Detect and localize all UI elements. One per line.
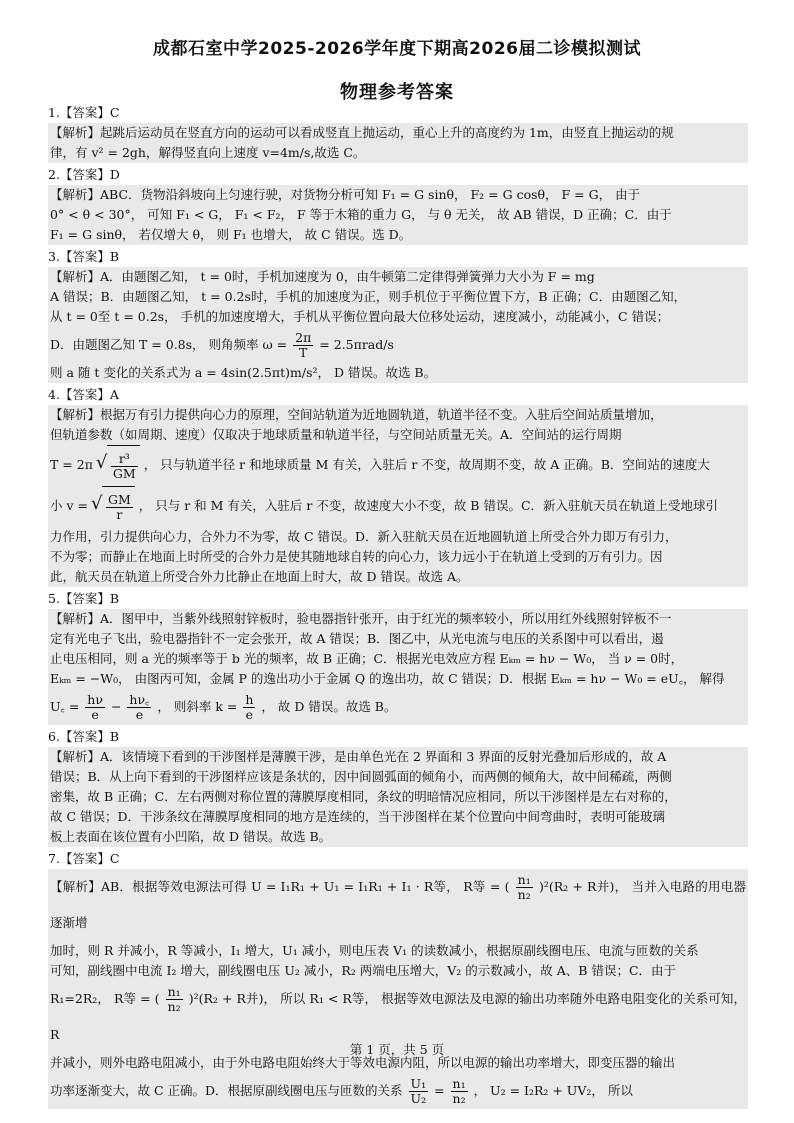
numerator: 2π [295,330,312,345]
square-root [107,445,140,486]
numerator: √ r³ [111,452,138,467]
explanation-line-formula [50,486,746,527]
denominator: n₂ [452,1091,466,1106]
explanation-line: 力作用，引力提供向心力，合外力不为零，故 C 错误。D．新入驻航天员在近地圆轨道上所受合外力即万有引力， [50,529,678,544]
numerator: n₁ [452,1076,466,1091]
denominator: e [245,707,254,722]
text-run: 功率逐渐变大，故 C 正确。D．根据原副线圈电压与匝数的关系 [50,1083,403,1098]
explanation-line-formula [50,327,746,363]
explanation-5 [48,609,748,725]
explanation-line-formula [50,689,746,725]
denominator: e [91,707,99,722]
answer-key-subtitle: 物理参考答案 [340,82,454,103]
numerator: n₁ [517,872,531,887]
text-run: )²(R₂ + R并)， 当并入电路的用电器逐渐增 [50,879,746,930]
answer-content [48,103,748,1111]
numerator: hν꜀ [129,692,150,707]
text-run: U꜀ = [50,699,80,714]
denominator: r [116,507,123,522]
denominator: GM [112,466,136,481]
denominator: T [299,345,308,360]
answer-line-5: 5.【答案】B [48,591,120,606]
explanation-line: 定有光电子飞出，验电器指针不一定会张开，故 A 错误；B．图乙中，从光电流与电压的关系图中可以看出，遏 [50,631,664,646]
text-run: 【解析】AB．根据等效电源法可得 U = I₁R₁ + U₁ = I₁R₁ + I₁ · R等， R等 = ( [50,879,510,894]
square-root [102,486,135,527]
explanation-line: 【解析】A．该情境下看到的干涉图样是薄膜干涉，是由单色光在 2 界面和 3 界面的反射光叠加后形成的，故 A [50,749,667,764]
explanation-3 [48,267,748,383]
explanation-line: 加时，则 R 并减小，R 等减小，I₁ 增大，U₁ 减小，则电压表 V₁ 的读数减小，根据原副线圈电压、电流与匝数的关系 [50,943,699,958]
explanation-line: Eₖₘ = −W₀， 由图丙可知，金属 P 的逸出功小于金属 Q 的逸出功，故 C 错误；D．根据 Eₖₘ = hν − W₀ = eU꜀， 解得 [50,671,725,686]
explanation-line: 则 a 随 t 变化的关系式为 a = 4sin(2.5πt)m/s²， D 错误。故选 B。 [50,365,437,380]
text-run: ， 则斜率 k = [157,699,238,714]
exam-title: 成都石室中学2025-2026学年度下期高2026届二诊模拟测试 [153,39,641,59]
text-run: T = 2π [50,457,93,472]
explanation-line: 从 t = 0至 t = 0.2s， 手机的加速度增大，手机从平衡位置向最大位移处运动，速度减小，动能减小，C 错误； [50,309,670,324]
text-run: = [434,1083,445,1098]
fraction [243,693,255,722]
denominator: n₂ [167,999,181,1014]
explanation-line-formula [50,869,746,941]
answer-line-1: 1.【答案】C [48,105,120,120]
explanation-line: 【解析】A．图甲中，当紫外线照射锌板时，验电器指针张开，由于红光的频率较小，所以用红外线照射锌板不一 [50,611,672,626]
explanation-line: F₁ = G sinθ， 若仅增大 θ， 则 F₁ 也增大， 故 C 错误。选 D。 [50,227,412,242]
explanation-line: A 错误；B．由题图乙知， t = 0.2s时，手机的加速度为正，则手机位于平衡位置下方，B 正确；C．由题图乙知， [50,289,687,304]
explanation-line-formula [50,445,746,486]
explanation-line: 但轨道参数（如周期、速度）仅取决于地球质量和轨道半径，与空间站质量无关。A．空间站的运行周期 [50,427,622,442]
explanation-line: 【解析】起跳后运动员在竖直方向的运动可以看成竖直上抛运动，重心上升的高度约为 1m，由竖直上抛运动的规 [50,125,674,140]
explanation-line: 0° < θ < 30°， 可知 F₁ < G， F₁ < F₂， F 等于木箱的重力 G， 与 θ 无关， 故 AB 错误，D 正确；C．由于 [50,207,672,222]
explanation-line: 可知，副线圈中电流 I₂ 增大，副线圈电压 U₂ 减小，R₂ 两端电压增大，V₂ 的示数减小，故 A、B 错误；C．由于 [50,963,677,978]
explanation-line: 故 C 错误；D．干涉条纹在薄膜厚度相同的地方是连续的，当干涉图样在某个位置向中间弯曲时，表明可能玻璃 [50,809,666,824]
answer-line-6: 6.【答案】B [48,729,120,744]
numerator: h [245,692,254,707]
denominator: U₂ [410,1091,427,1106]
explanation-line: 板上表面在该位置有小凹陷，故 D 错误。故选 B。 [50,829,332,844]
text-run: = 2.5πrad/s [319,337,394,352]
explanation-1 [48,123,748,163]
answer-line-7: 7.【答案】C [48,851,120,866]
explanation-line: 并减小，则外电路电阻减小，由于外电路电阻始终大于等效电源内阻，所以电源的输出功率增大，即变压器的输出 [50,1055,676,1070]
page-number: 第 1 页，共 5 页 [349,1042,445,1057]
answer-line-2: 2.【答案】D [48,167,120,182]
text-run: ， 故 D 错误。故选 B。 [261,699,397,714]
text-run: D．由题图乙知 T = 0.8s， 则角频率 ω = [50,337,288,352]
fraction [516,873,533,902]
explanation-line-formula [50,1073,746,1109]
denominator: e [135,707,144,722]
answer-line-3: 3.【答案】B [48,249,120,264]
fraction [451,1077,468,1106]
explanation-7 [48,869,748,1109]
explanation-line: 此，航天员在轨道上所受合外力比静止在地面上时大，故 D 错误。故选 A。 [50,569,469,584]
explanation-line: 律，有 v² = 2gh，解得竖直向上速度 v=4m/s,故选 C。 [50,145,366,160]
explanation-line: 不为零；而静止在地面上时所受的合外力是使其随地球自转的向心力，该力远小于在轨道上受到的万有引力。因 [50,549,663,564]
fraction [111,452,138,481]
numerator: hν [87,692,103,707]
fraction [409,1077,429,1106]
explanation-6 [48,747,748,847]
denominator: n₂ [517,887,531,902]
numerator: n₁ [167,984,181,999]
explanation-line: 【解析】ABC．货物沿斜坡向上匀速行驶，对货物分析可知 F₁ = G sinθ， F₂ = G cosθ， F = G， 由于 [50,187,641,202]
text-run: ， 只与 r 和 M 有关，入驻后 r 不变，故速度大小不变，故 B 错误。C．新入驻航天员在轨道上受地球引 [138,498,719,513]
text-run: R₁=2R₂， R等 = ( [50,991,160,1006]
numerator: U₁ [410,1076,427,1091]
text-run: )²(R₂ + R并)， 所以 R₁ < R等， 根据等效电源法及电源的输出功率随外电路电阻变化的关系可知，R [50,991,746,1042]
fraction [85,693,105,722]
explanation-4 [48,405,748,587]
fraction [166,985,183,1014]
text-run: 小 v = [50,498,88,513]
explanation-line: 【解析】A．由题图乙知， t = 0时，手机加速度为 0，由牛顿第二定律得弹簧弹力大小为 F = mg [50,269,595,284]
text-run: ， U₂ = I₂R₂ + UV₂， 所以 [473,1083,633,1098]
answer-line-4: 4.【答案】A [48,387,119,402]
explanation-line: 密集，故 B 正确；C．左右两侧对称位置的薄膜厚度相同，条纹的明暗情况应相同，所以干涉图样是左右对称的， [50,789,677,804]
explanation-line: 【解析】根据万有引力提供向心力的原理，空间站轨道为近地圆轨道，轨道半径不变。入驻后空间站质量增加， [50,407,663,422]
numerator: √ GM [107,492,131,507]
fraction [293,331,313,360]
text-run: − [110,699,122,714]
fraction [127,693,151,722]
explanation-2 [48,185,748,245]
explanation-line: 错误；B．从上向下看到的干涉图样应该是条状的，因中间圆弧面的倾角小，而两侧的倾角大，故中间稀疏，两侧 [50,769,672,784]
text-run: ， 只与轨道半径 r 和地球质量 M 有关，入驻后 r 不变，故周期不变，故 A 正确。B．空间站的速度大 [143,457,710,472]
fraction [106,493,133,522]
explanation-line: 止电压相同，则 a 光的频率等于 b 光的频率，故 B 正确；C．根据光电效应方程 Eₖₘ = hν − W₀， 当 ν = 0时， [50,651,684,666]
